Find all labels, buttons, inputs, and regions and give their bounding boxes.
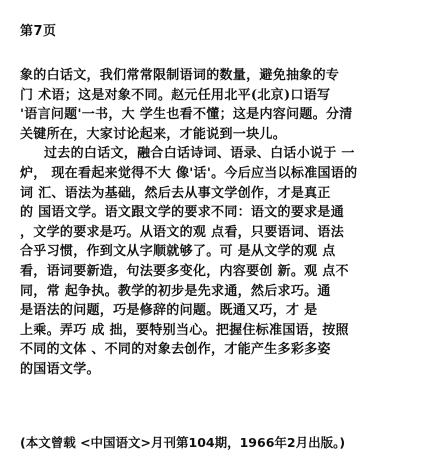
text-line: 词 汇、语法为基础，然后去从事文学创作，才是真正 [20, 185, 331, 201]
page-number: 第7页 [20, 24, 57, 39]
text-line: 看，语词要新造，句法要多变化，内容要创 新。观 点不 [20, 263, 349, 279]
body-text [20, 66, 410, 380]
text-line: 上乘。弄巧 成 拙，要特别当心。把握住标准国语，按照 [20, 322, 349, 338]
text-line: 不同的文体 、不同的对象去创作，才能产生多彩多姿 [20, 342, 331, 358]
text-line: 是语法的问题，巧是修辞的问题。既通又巧，才 是 [20, 303, 318, 319]
text-line: ，文学的要求是巧。从语文的观 点看，只要语词、语法 [20, 224, 345, 240]
publication-note: (本文曾载 <中国语文>月刊第104期，1966年2月出版。) [20, 435, 346, 450]
text-line: 同，常 起争执。教学的初步是先求通，然后求巧。通 [20, 283, 331, 299]
text-line: 的国语文学。 [20, 361, 100, 377]
text-line: 象的白话文，我们常常限制语词的数量，避免抽象的专 [20, 68, 340, 83]
text-line: 关键所在，大家讨论起来，才能说到一块儿。 [20, 126, 287, 142]
text-line: 炉， 现在看起来觉得不大 像'话'。今后应当以标准国语的 [20, 165, 358, 181]
text-line: 门 术语；这是对象不同。赵元任用北平(北京)口语写 [20, 87, 331, 103]
text-line: 的 国语文学。语文跟文学的要求不同：语文的要求是通 [20, 205, 345, 221]
paragraph-start-line: 过去的白话文，融合白话诗词、语录、白话小说于 一 [44, 146, 355, 162]
text-line: '语言问题'一书，大 学生也看不懂；这是内容问题。分清 [20, 107, 353, 123]
text-line: 合乎习惯，作到文从字顺就够了。可 是从文学的观 点 [20, 244, 336, 260]
